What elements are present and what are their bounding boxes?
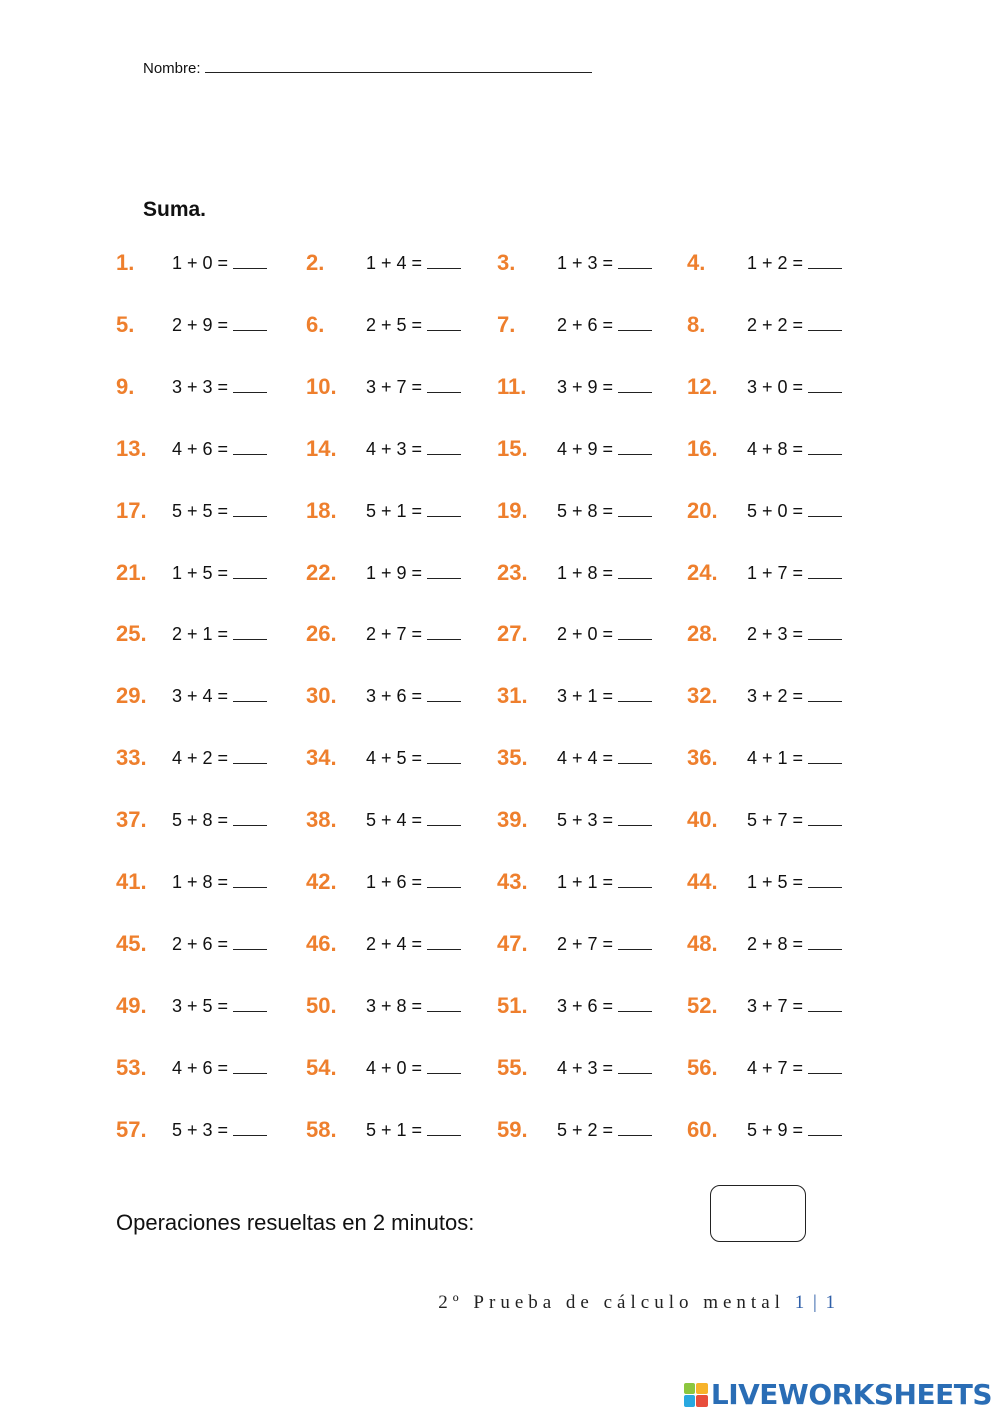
expression-text: 3 + 1 = <box>557 686 614 707</box>
problem-expression <box>747 803 842 837</box>
expression-text: 2 + 9 = <box>172 314 229 335</box>
page-number: 1 | 1 <box>794 1292 837 1313</box>
name-field <box>143 58 592 77</box>
answer-blank[interactable] <box>808 436 842 455</box>
expression-text: 3 + 9 = <box>557 376 614 397</box>
expression-text: 3 + 5 = <box>172 995 229 1016</box>
problem-number: 9. <box>116 373 135 399</box>
problem-number: 53. <box>116 1054 147 1080</box>
expression-text: 3 + 8 = <box>366 995 423 1016</box>
expression-text: 5 + 1 = <box>366 1119 423 1140</box>
problem-expression <box>747 679 842 713</box>
expression-text: 1 + 4 = <box>366 253 423 273</box>
expression-text: 1 + 5 = <box>747 872 804 892</box>
problem-item <box>0 1113 1000 1147</box>
problem-number: 33. <box>116 745 147 771</box>
problem-number: 3. <box>497 250 516 275</box>
name-input-line[interactable] <box>205 58 592 73</box>
problem-number: 25. <box>116 621 147 647</box>
name-label: Nombre: <box>143 60 201 77</box>
problem-item <box>0 246 1000 280</box>
problem-number: 21. <box>116 559 147 585</box>
expression-text: 4 + 4 = <box>557 748 614 769</box>
expression-text: 4 + 0 = <box>366 1057 423 1078</box>
expression-text: 5 + 8 = <box>172 810 229 831</box>
problem-number: 39. <box>497 807 528 833</box>
problem-number: 59. <box>497 1116 528 1142</box>
expression-text: 4 + 6 = <box>172 1057 229 1078</box>
problem-expression <box>747 741 842 775</box>
answer-blank[interactable] <box>808 312 842 331</box>
problem-number: 15. <box>497 435 528 461</box>
expression-text: 5 + 3 = <box>557 810 614 831</box>
expression-text: 5 + 2 = <box>557 1119 614 1140</box>
problem-number: 18. <box>306 497 337 523</box>
answer-blank[interactable] <box>808 250 842 269</box>
problem-number: 57. <box>116 1116 147 1142</box>
brand-name: LIVEWORKSHEETS <box>710 1378 992 1411</box>
expression-text: 4 + 2 = <box>172 748 229 769</box>
expression-text: 1 + 8 = <box>172 872 229 892</box>
problem-number: 12. <box>687 373 718 399</box>
problem-number: 47. <box>497 930 528 956</box>
problem-number: 60. <box>687 1116 718 1142</box>
expression-text: 3 + 6 = <box>557 995 614 1016</box>
expression-text: 1 + 7 = <box>747 562 804 583</box>
expression-text: 5 + 9 = <box>747 1119 804 1140</box>
problem-number: 30. <box>306 683 337 709</box>
problem-number: 14. <box>306 435 337 461</box>
expression-text: 1 + 9 = <box>366 562 423 583</box>
expression-text: 2 + 8 = <box>747 933 804 954</box>
problem-item <box>0 741 1000 775</box>
problem-expression <box>747 927 842 961</box>
problem-expression <box>747 246 842 280</box>
expression-text: 3 + 7 = <box>366 376 423 397</box>
problem-number: 13. <box>116 435 147 461</box>
expression-text: 4 + 5 = <box>366 748 423 769</box>
problem-number: 23. <box>497 559 528 585</box>
answer-blank[interactable] <box>808 683 842 702</box>
expression-text: 5 + 5 = <box>172 500 229 521</box>
problem-number: 56. <box>687 1054 718 1080</box>
expression-text: 2 + 3 = <box>747 624 804 645</box>
expression-text: 3 + 3 = <box>172 376 229 397</box>
problem-item <box>0 927 1000 961</box>
expression-text: 2 + 4 = <box>366 933 423 954</box>
problem-number: 38. <box>306 807 337 833</box>
problem-number: 27. <box>497 621 528 647</box>
expression-text: 1 + 3 = <box>557 253 614 273</box>
expression-text: 4 + 8 = <box>747 438 804 459</box>
problem-number: 7. <box>497 311 516 337</box>
expression-text: 3 + 0 = <box>747 376 804 397</box>
expression-text: 2 + 7 = <box>366 624 423 645</box>
problem-number: 42. <box>306 869 337 894</box>
page-title: 2º Prueba de cálculo mental <box>438 1292 785 1313</box>
problem-number: 24. <box>687 559 718 585</box>
problem-number: 5. <box>116 311 135 337</box>
problem-number: 10. <box>306 373 337 399</box>
expression-text: 2 + 1 = <box>172 624 229 645</box>
page-footer <box>438 1292 837 1314</box>
operations-count-box[interactable] <box>710 1185 806 1242</box>
problem-expression <box>747 1113 842 1147</box>
answer-blank[interactable] <box>808 498 842 517</box>
answer-blank[interactable] <box>808 1055 842 1074</box>
expression-text: 2 + 6 = <box>172 933 229 954</box>
expression-text: 2 + 6 = <box>557 314 614 335</box>
problem-number: 4. <box>687 250 706 275</box>
problem-expression <box>747 1051 842 1085</box>
problem-number: 44. <box>687 869 718 894</box>
expression-text: 3 + 4 = <box>172 686 229 707</box>
expression-text: 3 + 7 = <box>747 995 804 1016</box>
expression-text: 5 + 3 = <box>172 1119 229 1140</box>
answer-blank[interactable] <box>808 374 842 393</box>
problem-expression <box>747 308 842 342</box>
answer-blank[interactable] <box>808 931 842 950</box>
problem-item <box>0 308 1000 342</box>
problem-number: 46. <box>306 930 337 956</box>
answer-blank[interactable] <box>808 869 842 888</box>
problem-number: 41. <box>116 869 147 894</box>
expression-text: 5 + 7 = <box>747 810 804 831</box>
problem-item <box>0 803 1000 837</box>
expression-text: 1 + 5 = <box>172 562 229 583</box>
expression-text: 3 + 2 = <box>747 686 804 707</box>
expression-text: 4 + 3 = <box>366 438 423 459</box>
problem-expression <box>747 432 842 466</box>
expression-text: 2 + 2 = <box>747 314 804 335</box>
problem-expression <box>747 556 842 590</box>
problem-item <box>0 370 1000 404</box>
expression-text: 1 + 1 = <box>557 872 614 892</box>
problem-number: 22. <box>306 559 337 585</box>
expression-text: 4 + 9 = <box>557 438 614 459</box>
problem-number: 34. <box>306 745 337 771</box>
problem-number: 54. <box>306 1054 337 1080</box>
expression-text: 4 + 7 = <box>747 1057 804 1078</box>
problem-number: 43. <box>497 869 528 894</box>
expression-text: 2 + 0 = <box>557 624 614 645</box>
problem-number: 58. <box>306 1116 337 1142</box>
problem-number: 31. <box>497 683 528 709</box>
answer-blank[interactable] <box>808 1117 842 1136</box>
problem-item <box>0 617 1000 651</box>
expression-text: 3 + 6 = <box>366 686 423 707</box>
problem-number: 17. <box>116 497 147 523</box>
problem-number: 11. <box>497 373 527 399</box>
expression-text: 5 + 8 = <box>557 500 614 521</box>
problem-expression <box>747 865 842 899</box>
problem-number: 8. <box>687 311 706 337</box>
expression-text: 4 + 1 = <box>747 748 804 769</box>
expression-text: 1 + 6 = <box>366 872 423 892</box>
problem-number: 49. <box>116 992 147 1018</box>
expression-text: 1 + 2 = <box>747 253 804 273</box>
problem-number: 20. <box>687 497 718 523</box>
answer-blank[interactable] <box>808 807 842 826</box>
problem-number: 36. <box>687 745 718 771</box>
expression-text: 2 + 5 = <box>366 314 423 335</box>
expression-text: 5 + 1 = <box>366 500 423 521</box>
answer-blank[interactable] <box>808 560 842 579</box>
problem-number: 6. <box>306 311 325 337</box>
problem-number: 16. <box>687 435 718 461</box>
problem-number: 45. <box>116 930 147 956</box>
problem-number: 52. <box>687 992 718 1018</box>
problem-number: 32. <box>687 683 718 709</box>
expression-text: 1 + 8 = <box>557 562 614 583</box>
problem-item <box>0 556 1000 590</box>
problem-number: 51. <box>497 992 528 1018</box>
problem-number: 35. <box>497 745 528 771</box>
answer-blank[interactable] <box>808 993 842 1012</box>
problem-item <box>0 1051 1000 1085</box>
problem-item <box>0 494 1000 528</box>
answer-blank[interactable] <box>808 745 842 764</box>
expression-text: 5 + 4 = <box>366 810 423 831</box>
problem-expression <box>747 989 842 1023</box>
problem-number: 19. <box>497 497 528 523</box>
problem-expression <box>747 617 842 651</box>
problem-number: 1. <box>116 250 135 275</box>
problem-item <box>0 989 1000 1023</box>
liveworksheets-logo-icon <box>684 1383 708 1407</box>
section-title: Suma. <box>143 198 207 221</box>
problem-number: 28. <box>687 621 718 647</box>
problem-number: 29. <box>116 683 147 709</box>
problem-number: 48. <box>687 930 718 956</box>
problem-expression <box>747 370 842 404</box>
problem-item <box>0 432 1000 466</box>
problem-number: 2. <box>306 250 325 275</box>
expression-text: 4 + 6 = <box>172 438 229 459</box>
answer-blank[interactable] <box>808 621 842 640</box>
problem-number: 40. <box>687 807 718 833</box>
operations-solved-label: Operaciones resueltas en 2 minutos: <box>116 1210 475 1235</box>
brand <box>684 1378 992 1411</box>
problem-number: 50. <box>306 992 337 1018</box>
problem-number: 26. <box>306 621 337 647</box>
expression-text: 2 + 7 = <box>557 933 614 954</box>
expression-text: 1 + 0 = <box>172 253 229 273</box>
problem-number: 55. <box>497 1054 528 1080</box>
expression-text: 4 + 3 = <box>557 1057 614 1078</box>
problem-expression <box>747 494 842 528</box>
problem-number: 37. <box>116 807 147 833</box>
problem-item <box>0 679 1000 713</box>
problem-item <box>0 865 1000 899</box>
expression-text: 5 + 0 = <box>747 500 804 521</box>
